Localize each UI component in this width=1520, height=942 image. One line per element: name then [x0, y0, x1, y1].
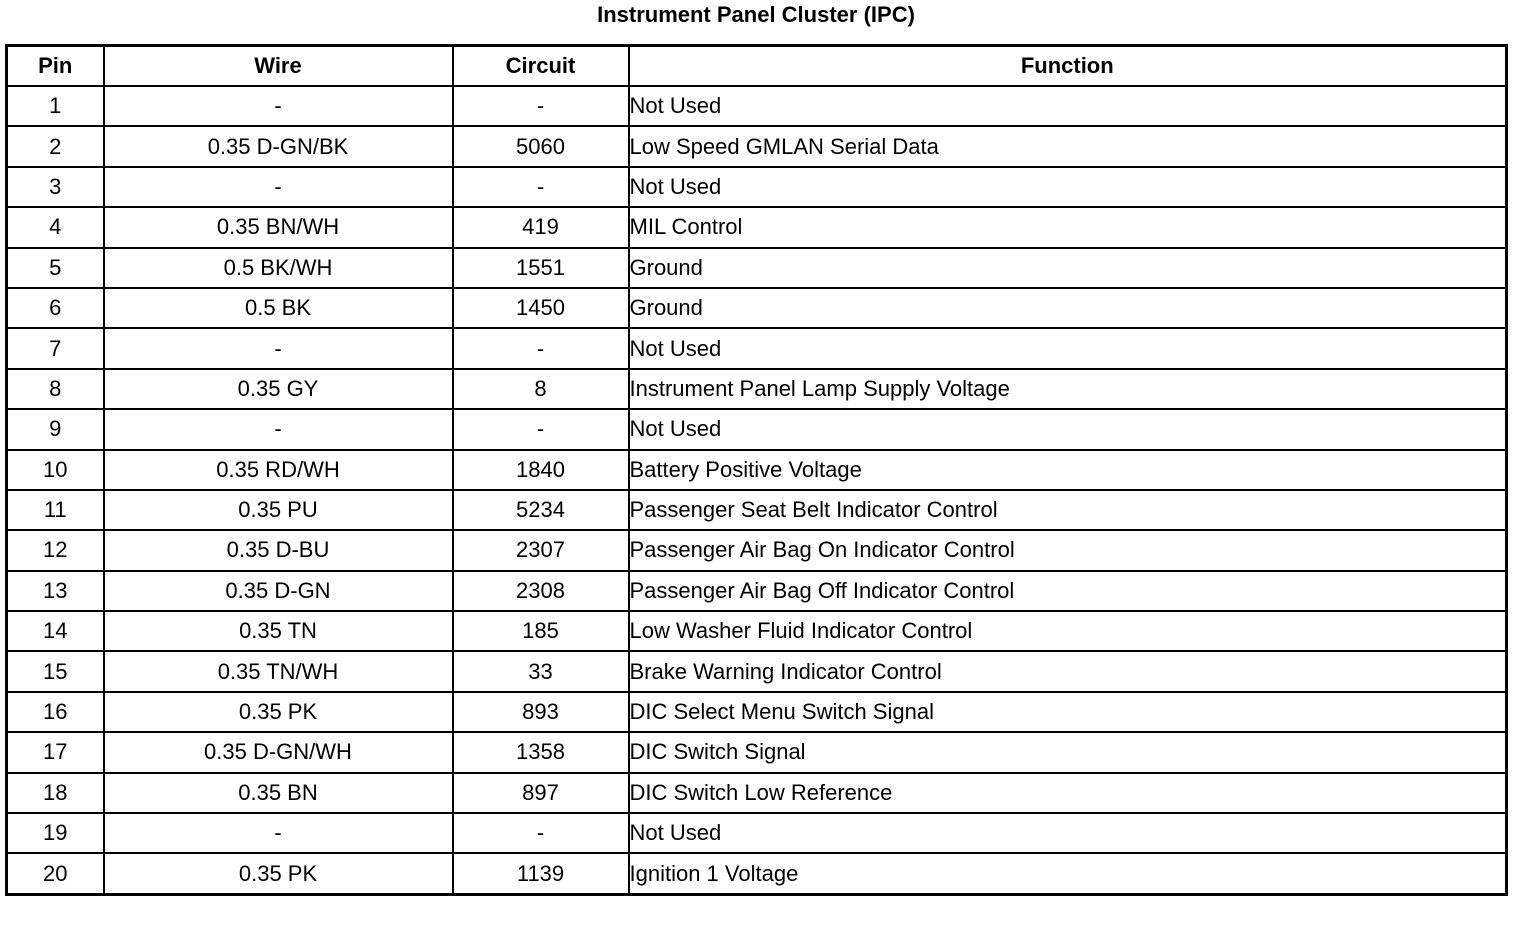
table-row: [7, 167, 1507, 207]
function-cell: DIC Switch Low Reference: [629, 773, 1507, 813]
circuit-cell: 1139: [453, 853, 629, 894]
pin-cell: 9: [7, 409, 104, 449]
wire-cell: 0.5 BK: [104, 288, 453, 328]
table-row: [7, 611, 1507, 651]
wire-cell: 0.5 BK/WH: [104, 248, 453, 288]
circuit-cell: 2307: [453, 530, 629, 570]
wire-cell: 0.35 TN/WH: [104, 651, 453, 691]
wire-cell: 0.35 TN: [104, 611, 453, 651]
circuit-cell: -: [453, 328, 629, 368]
wire-cell: 0.35 PK: [104, 853, 453, 894]
table-row: [7, 530, 1507, 570]
table-row: [7, 773, 1507, 813]
header-wire: Wire: [104, 46, 453, 87]
table-row: [7, 651, 1507, 691]
header-row: [7, 46, 1507, 87]
function-cell: Passenger Seat Belt Indicator Control: [629, 490, 1507, 530]
circuit-cell: 1551: [453, 248, 629, 288]
function-cell: Brake Warning Indicator Control: [629, 651, 1507, 691]
pin-cell: 17: [7, 732, 104, 772]
circuit-cell: 5234: [453, 490, 629, 530]
pin-cell: 8: [7, 369, 104, 409]
pin-cell: 19: [7, 813, 104, 853]
circuit-cell: 8: [453, 369, 629, 409]
function-cell: Not Used: [629, 167, 1507, 207]
circuit-cell: 33: [453, 651, 629, 691]
circuit-cell: -: [453, 86, 629, 126]
function-cell: Low Speed GMLAN Serial Data: [629, 126, 1507, 166]
header-pin: Pin: [7, 46, 104, 87]
pin-cell: 10: [7, 450, 104, 490]
header-function: Function: [629, 46, 1507, 87]
function-cell: Not Used: [629, 86, 1507, 126]
pin-cell: 2: [7, 126, 104, 166]
function-cell: Not Used: [629, 409, 1507, 449]
function-cell: DIC Switch Signal: [629, 732, 1507, 772]
circuit-cell: 185: [453, 611, 629, 651]
function-cell: Ground: [629, 248, 1507, 288]
wire-cell: 0.35 D-GN/WH: [104, 732, 453, 772]
wire-cell: 0.35 PU: [104, 490, 453, 530]
table-body: [7, 86, 1507, 894]
pin-cell: 4: [7, 207, 104, 247]
pin-cell: 16: [7, 692, 104, 732]
table-row: [7, 732, 1507, 772]
function-cell: Not Used: [629, 813, 1507, 853]
circuit-cell: 5060: [453, 126, 629, 166]
circuit-cell: 2308: [453, 571, 629, 611]
wire-cell: 0.35 PK: [104, 692, 453, 732]
wire-cell: 0.35 D-GN/BK: [104, 126, 453, 166]
table-row: [7, 853, 1507, 894]
wire-cell: -: [104, 409, 453, 449]
wire-cell: 0.35 D-BU: [104, 530, 453, 570]
function-cell: Low Washer Fluid Indicator Control: [629, 611, 1507, 651]
wire-cell: 0.35 BN: [104, 773, 453, 813]
pinout-table: [5, 44, 1508, 896]
function-cell: Ignition 1 Voltage: [629, 853, 1507, 894]
header-circuit: Circuit: [453, 46, 629, 87]
circuit-cell: -: [453, 167, 629, 207]
wire-cell: 0.35 D-GN: [104, 571, 453, 611]
circuit-cell: 419: [453, 207, 629, 247]
pin-cell: 14: [7, 611, 104, 651]
circuit-cell: -: [453, 813, 629, 853]
wire-cell: 0.35 RD/WH: [104, 450, 453, 490]
function-cell: Passenger Air Bag Off Indicator Control: [629, 571, 1507, 611]
pin-cell: 18: [7, 773, 104, 813]
wire-cell: 0.35 GY: [104, 369, 453, 409]
pin-cell: 20: [7, 853, 104, 894]
table-row: [7, 86, 1507, 126]
table-row: [7, 126, 1507, 166]
table-row: [7, 328, 1507, 368]
wire-cell: -: [104, 813, 453, 853]
pin-cell: 7: [7, 328, 104, 368]
circuit-cell: 893: [453, 692, 629, 732]
table-row: [7, 207, 1507, 247]
table-row: [7, 813, 1507, 853]
table-row: [7, 692, 1507, 732]
pin-cell: 15: [7, 651, 104, 691]
function-cell: DIC Select Menu Switch Signal: [629, 692, 1507, 732]
wire-cell: -: [104, 167, 453, 207]
circuit-cell: 897: [453, 773, 629, 813]
pin-cell: 11: [7, 490, 104, 530]
function-cell: Not Used: [629, 328, 1507, 368]
pin-cell: 13: [7, 571, 104, 611]
function-cell: Ground: [629, 288, 1507, 328]
pin-cell: 5: [7, 248, 104, 288]
function-cell: MIL Control: [629, 207, 1507, 247]
function-cell: Instrument Panel Lamp Supply Voltage: [629, 369, 1507, 409]
pin-cell: 6: [7, 288, 104, 328]
pin-cell: 1: [7, 86, 104, 126]
page-title: Instrument Panel Cluster (IPC): [597, 2, 915, 27]
table-row: [7, 248, 1507, 288]
function-cell: Battery Positive Voltage: [629, 450, 1507, 490]
table-row: [7, 450, 1507, 490]
table-row: [7, 369, 1507, 409]
circuit-cell: 1358: [453, 732, 629, 772]
function-cell: Passenger Air Bag On Indicator Control: [629, 530, 1507, 570]
circuit-cell: 1450: [453, 288, 629, 328]
circuit-cell: -: [453, 409, 629, 449]
table-row: [7, 571, 1507, 611]
table-row: [7, 288, 1507, 328]
table-header: [7, 46, 1507, 87]
table-row: [7, 409, 1507, 449]
wire-cell: -: [104, 86, 453, 126]
table-row: [7, 490, 1507, 530]
pin-cell: 12: [7, 530, 104, 570]
pin-cell: 3: [7, 167, 104, 207]
wire-cell: 0.35 BN/WH: [104, 207, 453, 247]
wire-cell: -: [104, 328, 453, 368]
circuit-cell: 1840: [453, 450, 629, 490]
